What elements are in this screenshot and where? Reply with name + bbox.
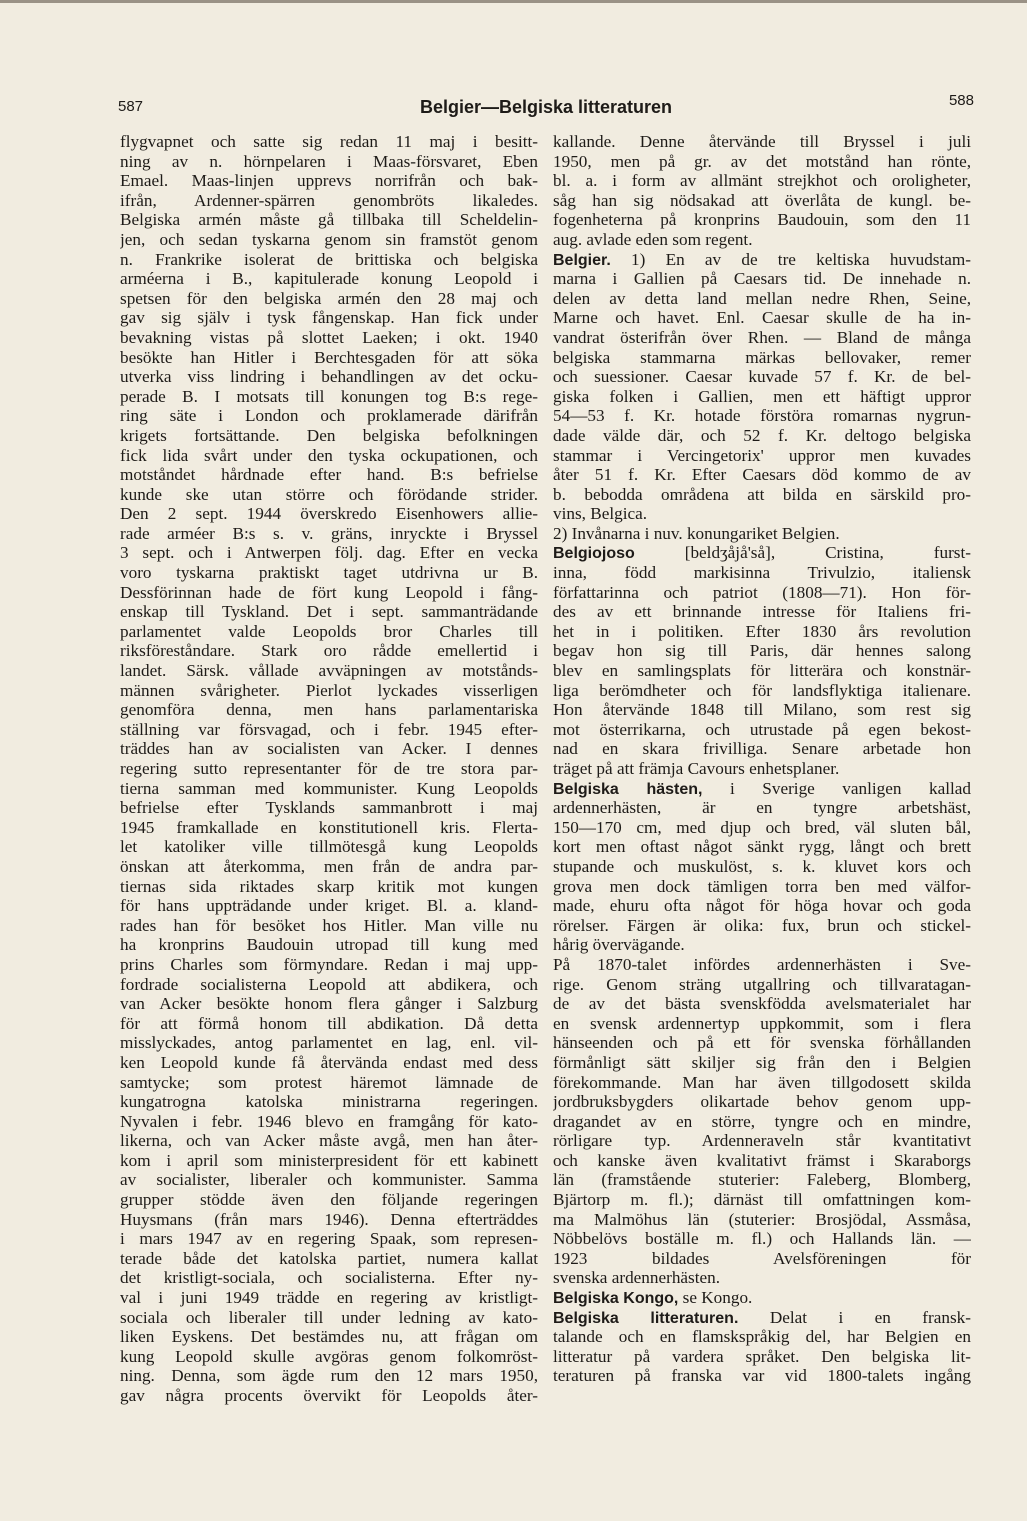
text-line: kungatrogna katolska ministrarna regeringen. <box>120 1092 538 1112</box>
text-line: terade både det katolska partiet, numera kallat <box>120 1248 538 1268</box>
text-line: genomföra denna, men hans parlamentariska <box>120 700 538 720</box>
text-line: för att förmå honom till abdikation. Då detta <box>120 1013 538 1033</box>
text-line: val i juni 1949 trädde en regering av kristligt- <box>120 1288 538 1308</box>
text-line: belgiska stammarna märkas bellovaker, remer <box>553 347 971 367</box>
text-line: 150—170 cm, med djup och bred, väl sluten bål, <box>553 817 971 837</box>
text-line: talande och en flamskspråkig del, har Belgien en <box>553 1327 971 1347</box>
text-line: författarinna och patriot (1808—71). Hon för- <box>553 582 971 602</box>
text-line: Marne och havet. Enl. Caesar skulle de ha in- <box>553 308 971 328</box>
text-line: för hans uppträdande under kriget. Bl. a. kland- <box>120 896 538 916</box>
text-line: rades han för besöket hos Hitler. Man ville nu <box>120 915 538 935</box>
text-line: ställning var försvagad, och i febr. 1945 efter- <box>120 719 538 739</box>
text-line: ardennerhästen, är en tyngre arbetshäst, <box>553 798 971 818</box>
text-line: bl. a. i form av allmänt strejkhot och oroligheter, <box>553 171 971 191</box>
text-line: ma Malmöhus län (stuterier: Brosjödal, Assmåsa, <box>553 1209 971 1229</box>
text-line: n. Frankrike isolerat de brittiska och belgiska <box>120 249 538 269</box>
text-line: ifrån, Ardenner-spärren genombröts likaledes. <box>120 190 538 210</box>
text-line: aug. avlade eden som regent. <box>553 229 753 249</box>
text-line: prins Charles som förmyndare. Redan i maj upp- <box>120 954 538 974</box>
text-line: made, ehuru ofta något för höga hovar och goda <box>553 896 971 916</box>
text-line: Hon återvände 1848 till Milano, som rest sig <box>553 700 971 720</box>
text-line: Bjärtorp m. fl.); därnäst till omfattningen kom- <box>553 1190 971 1210</box>
text-line: liga berömdheter och för landsflyktiga italienare. <box>553 680 971 700</box>
text-line: delen av detta land mellan nedre Rhen, Seine, <box>553 288 971 308</box>
text-line: litteratur på vardera språket. Den belgiska lit- <box>553 1346 971 1366</box>
text-line: spetsen för den belgiska armén den 28 maj och <box>120 288 538 308</box>
text-line: Emael. Maas-linjen upprevs norrifrån och bak- <box>120 171 538 191</box>
text-line: parlamentet valde Leopolds bror Charles till <box>120 621 538 641</box>
running-title: Belgier—Belgiska litteraturen <box>419 97 673 117</box>
text-line: vandrat österifrån över Rhen. — Bland de många <box>553 327 971 347</box>
page-top-rule <box>0 0 1027 3</box>
text-line: regering sutto representanter för de tre stora par- <box>120 759 538 778</box>
text-line: rige. Genom sträng utgallring och tillvaratagan- <box>553 974 971 994</box>
text-line: 3 sept. och i Antwerpen följ. dag. Efter en vecka <box>120 543 538 563</box>
text-line: nad en skara frivilliga. Senare arbetade hon <box>553 739 971 759</box>
text-line: teraturen på franska var vid 1800-talets ingång <box>553 1366 971 1386</box>
text-line: 1923 bildades Avelsföreningen för <box>553 1248 971 1268</box>
text-line: kallande. Denne återvände till Bryssel i juli <box>553 132 971 151</box>
text-line: träddes han av socialisten van Acker. I dennes <box>120 739 538 759</box>
text-line: kung Leopold skulle avgöras genom folkomröst- <box>120 1346 538 1366</box>
left-text-column <box>120 132 538 1406</box>
text-line: län (framstående stuterier: Faleberg, Blomberg, <box>553 1170 971 1190</box>
text-line: fordrade socialisterna Leopold att abdikera, och <box>120 974 538 994</box>
text-line: Huysmans (från mars 1946). Denna efterträddes <box>120 1209 538 1229</box>
text-line: Belgiska Kongo, se Kongo. <box>553 1288 753 1308</box>
text-line: besökte han Hitler i Berchtesgaden för att söka <box>120 347 538 367</box>
text-line: jordbruksbygders olikartade behov genom upp- <box>553 1092 971 1112</box>
text-line: tiernas sida riktades skarp kritik mot kungen <box>120 876 538 896</box>
text-line: de av det bästa svenskfödda avelsmaterialet har <box>553 994 971 1014</box>
text-line: vins, Belgica. <box>553 504 648 524</box>
text-line: förmånligt sätt skiljer sig från den i Belgien <box>553 1052 971 1072</box>
page-number-right: 588 <box>948 92 974 109</box>
page-header <box>118 92 974 122</box>
text-line: ken Leopold kunde få återvända endast med dess <box>120 1052 538 1072</box>
text-line: Belgiska hästen, i Sverige vanligen kallad <box>553 778 971 798</box>
text-line: ning. Denna, som ägde rum den 12 mars 1950, <box>120 1366 538 1386</box>
text-line: giska folken i Gallien, men ett häftigt uppror <box>553 386 971 406</box>
text-line: i mars 1947 av en regering Spaak, som represen- <box>120 1229 538 1249</box>
text-line: arméerna i B., kapitulerade konung Leopold i <box>120 269 538 289</box>
text-line: kort men oftast något sänkt rygg, långt och brett <box>553 837 971 857</box>
text-line: 1945 framkallade en konstitutionell kris. Flerta- <box>120 817 538 837</box>
text-line: träget på att främja Cavours enhetsplaner. <box>553 759 840 778</box>
text-line: Den 2 sept. 1944 överskredo Eisenhowers allie- <box>120 504 538 524</box>
text-line: flygvapnet och satte sig redan 11 maj i besitt- <box>120 132 538 151</box>
text-line: van Acker besökte honom flera gånger i Salzburg <box>120 994 538 1014</box>
text-line: landet. Särsk. vållade avväpningen av motstånds- <box>120 661 538 681</box>
text-line: och kanske även kvalitativt främst i Skaraborgs <box>553 1150 971 1170</box>
text-line: motståndet hårdnade efter hand. B:s befrielse <box>120 465 538 485</box>
text-line: likerna, och van Acker måste avgå, men han åter- <box>120 1131 538 1151</box>
text-line: rade arméer B:s s. v. gräns, inryckte i Bryssel <box>120 523 538 543</box>
text-line: het in i politiken. Efter 1830 års revolution <box>553 621 971 641</box>
text-line: ning av n. hörnpelaren i Maas-försvaret, Eben <box>120 151 538 171</box>
text-line: des av ett brinnande intresse för Italiens fri- <box>553 602 971 622</box>
text-line: såg han sig nödsakad att överlåta de kungl. be- <box>553 190 971 210</box>
text-line: hänseenden och på ett för svenska förhållanden <box>553 1033 971 1053</box>
text-line: svenska ardennerhästen. <box>553 1268 721 1288</box>
text-line: rörelser. Färgen är olika: fux, brun och stickel- <box>553 915 971 935</box>
text-line: Belgiska litteraturen. Delat i en fransk- <box>553 1307 971 1327</box>
text-line: 54—53 f. Kr. hotade förstöra romarnas nygrun- <box>553 406 971 426</box>
text-line: perade B. I motsats till konungen tog B:s rege- <box>120 386 538 406</box>
text-line: Belgiojoso [beldʒåjå'så], Cristina, furst- <box>553 543 971 563</box>
text-line: en svensk ardennertyp uppkommit, som i flera <box>553 1013 971 1033</box>
text-line: bevakning vistas på slottet Laeken; i okt. 1940 <box>120 327 538 347</box>
text-line: begav hon sig till Paris, där hennes salong <box>553 641 971 661</box>
text-line: tierna samman med kommunister. Kung Leopolds <box>120 778 538 798</box>
text-line: sociala och liberaler till under ledning av kato- <box>120 1307 538 1327</box>
text-line: männen svårigheter. Pierlot lyckades visserligen <box>120 680 538 700</box>
text-line: stammar i Vercingetorix' uppror men kuvades <box>553 445 971 465</box>
text-line: utverka viss lindring i behandlingen av det ocku- <box>120 367 538 387</box>
text-line: Dessförinnan hade de fört kung Leopold i fång- <box>120 582 538 602</box>
text-line: rörligare typ. Ardenneraveln står kvantitativt <box>553 1131 971 1151</box>
text-line: och suessioner. Caesar kuvade 57 f. Kr. de bel- <box>553 367 971 387</box>
text-line: Belgier. 1) En av de tre keltiska huvudstam- <box>553 249 971 269</box>
text-line: det kristligt-sociala, och socialisterna. Efter ny- <box>120 1268 538 1288</box>
text-line: dragandet av en större, tyngre och en mindre, <box>553 1111 971 1131</box>
text-line: samtycke; som protest häremot lämnade de <box>120 1072 538 1092</box>
text-line: På 1870-talet infördes ardennerhästen i Sve- <box>553 954 971 974</box>
text-line: misslyckades, antog parlamentet en lag, enl. vil- <box>120 1033 538 1053</box>
text-line: befrielse efter Tysklands sammanbrott i maj <box>120 798 538 818</box>
text-line: krigets fortsättande. Den belgiska befolkningen <box>120 425 538 445</box>
text-line: blev en samlingsplats för litterära och konstnär- <box>553 661 971 681</box>
text-line: grova men dock tämligen torra ben med välfor- <box>553 876 971 896</box>
right-text-column <box>553 132 971 1386</box>
text-line: jen, och sedan tyskarna genom sin framstöt genom <box>120 229 538 249</box>
text-line: marna i Gallien på Caesars tid. De innehade n. <box>553 269 971 289</box>
text-line: enskap till Tyskland. Det i sept. sammanträdande <box>120 602 538 622</box>
text-line: liken Eyskens. Det bestämdes nu, att frågan om <box>120 1327 538 1347</box>
text-line: mot österrikarna, och utrustade på egen bekost- <box>553 719 971 739</box>
page-number-left: 587 <box>118 98 144 115</box>
text-line: inna, född markisinna Trivulzio, italiensk <box>553 563 971 583</box>
text-line: Nyvalen i febr. 1946 blevo en framgång för kato- <box>120 1111 538 1131</box>
text-line: stupande och muskulöst, s. k. kluvet kors och <box>553 856 971 876</box>
text-line: grupper stödde även den följande regeringen <box>120 1190 538 1210</box>
text-line: dade välde där, och 52 f. Kr. deltogo belgiska <box>553 425 971 445</box>
text-line: kom i april som ministerpresident för ett kabinett <box>120 1150 538 1170</box>
text-line: voro tyskarna praktiskt taget utdrivna ur B. <box>120 563 538 583</box>
text-line: 2) Invånarna i nuv. konungariket Belgien. <box>553 523 840 543</box>
text-line: Nöbbelövs boställe m. fl.) och Hallands län. — <box>553 1229 971 1249</box>
text-line: gav några procents övervikt för Leopolds åter- <box>120 1386 538 1405</box>
text-line: riksföreståndare. Stark oro rådde emellertid i <box>120 641 538 661</box>
text-line: kunde ske utan större och förödande strider. <box>120 484 538 504</box>
text-line: av socialister, liberaler och kommunister. Samma <box>120 1170 538 1190</box>
text-line: gav sig själv i tysk fångenskap. Han fick under <box>120 308 538 328</box>
text-line: hårig övervägande. <box>553 935 685 955</box>
text-line: fick lida svårt under den tyska ockupationen, och <box>120 445 538 465</box>
text-line: fogenheterna på kronprins Baudouin, som den 11 <box>553 210 971 230</box>
text-line: 1950, men på gr. av det motstånd han rönte, <box>553 151 971 171</box>
text-line: åter 51 f. Kr. Efter Caesars död kommo de av <box>553 465 971 485</box>
text-line: ring säte i London och proklamerade därifrån <box>120 406 538 426</box>
text-line: ha kronprins Baudouin utropad till kung med <box>120 935 538 955</box>
text-line: let katoliker ville tillmötesgå kung Leopolds <box>120 837 538 857</box>
text-line: b. bebodda områdena att bilda en särskild pro- <box>553 484 971 504</box>
text-line: önskan att återkomma, men från de andra par- <box>120 856 538 876</box>
text-line: förekommande. Man har även tillgodosett skilda <box>553 1072 971 1092</box>
text-line: Belgiska armén måste gå tillbaka till Scheldelin- <box>120 210 538 230</box>
